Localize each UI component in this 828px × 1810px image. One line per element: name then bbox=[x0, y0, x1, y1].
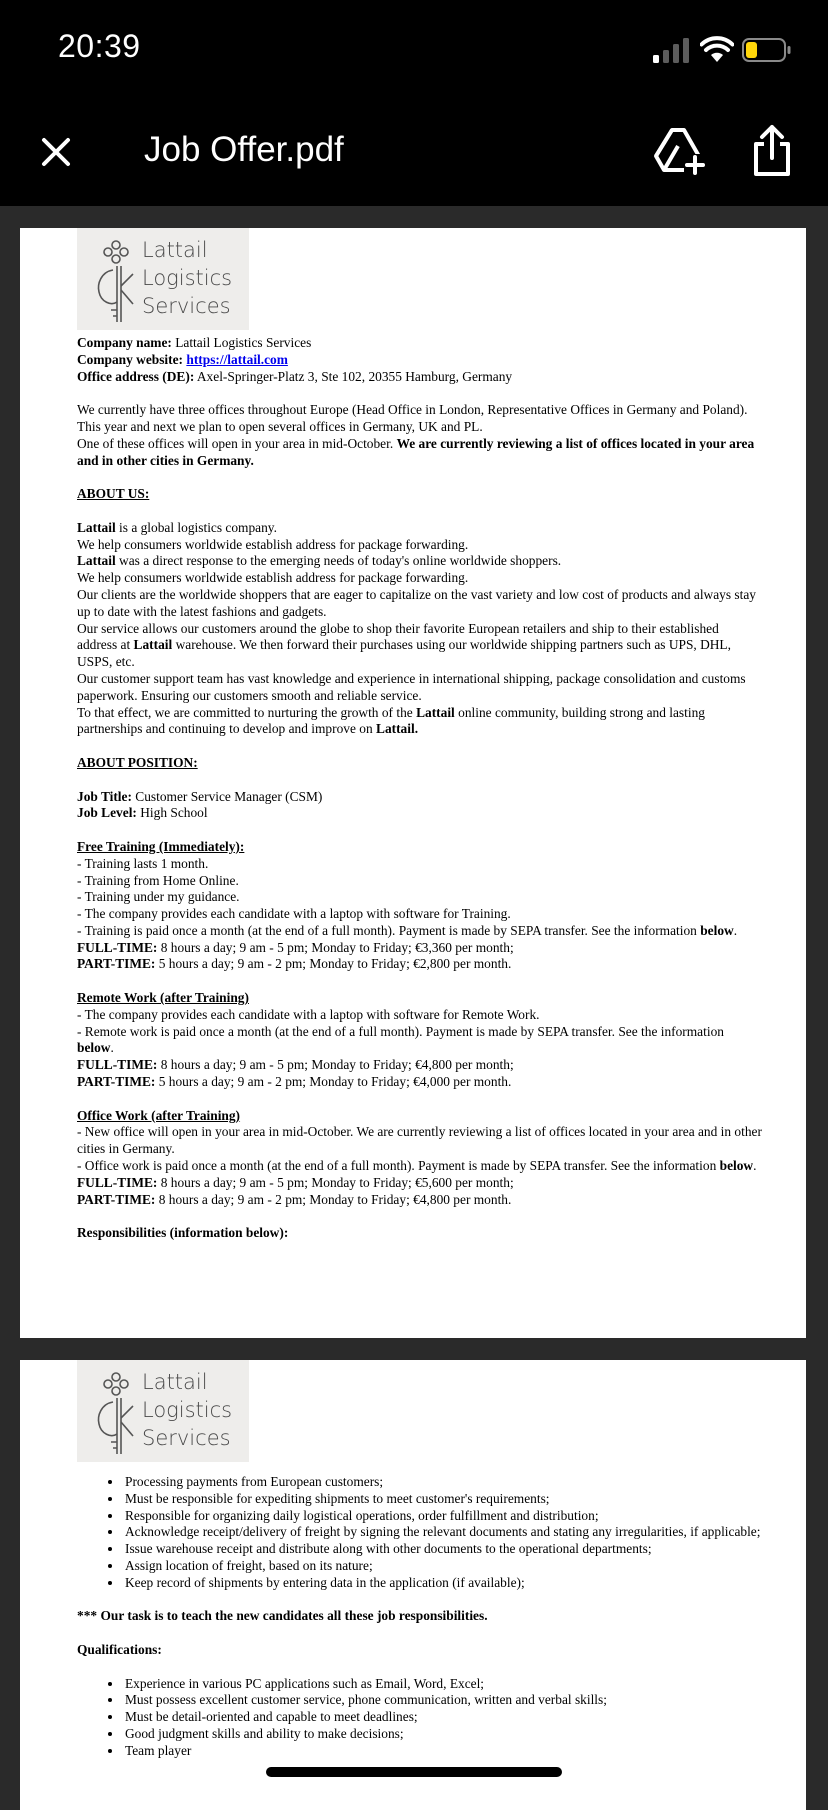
list-item: • Issue warehouse receipt and distribute along with other documents to the operational departments; bbox=[123, 1541, 762, 1558]
office-full-time: FULL-TIME: 8 hours a day; 9 am - 5 pm; Monday to Friday; €5,600 per month; bbox=[77, 1174, 514, 1190]
about-us-line: Lattail is a global logistics company. bbox=[77, 519, 277, 535]
logo-wordmark: Lattail Logistics Services bbox=[142, 238, 233, 318]
office-work-heading: Office Work (after Training) bbox=[77, 1107, 241, 1123]
list-item: • Must be detail-oriented and capable to meet deadlines; bbox=[123, 1709, 762, 1726]
pdf-page-1 bbox=[20, 228, 806, 1338]
company-logo bbox=[77, 1360, 249, 1462]
list-item: • Must be responsible for expediting shipments to meet customer's requirements; bbox=[123, 1491, 762, 1508]
office-address-line: Office address (DE): Axel-Springer-Platz 3, Ste 102, 20355 Hamburg, Germany bbox=[77, 368, 513, 384]
pdf-page-2 bbox=[20, 1360, 806, 1810]
company-website-link[interactable]: https://lattail.com bbox=[186, 351, 288, 367]
about-us-line: To that effect, we are committed to nurturing the growth of the Lattail online community, building strong and lasting partnerships and continuing to develop and improve on Lattail. bbox=[77, 704, 705, 737]
training-part-time: PART-TIME: 5 hours a day; 9 am - 2 pm; Monday to Friday; €2,800 per month. bbox=[77, 956, 512, 972]
list-item: • Keep record of shipments by entering data in the application (if available); bbox=[123, 1575, 762, 1592]
list-item: • Acknowledge receipt/delivery of freight by signing the relevant documents and stating any irregularities, if applicable; bbox=[123, 1524, 762, 1541]
list-item: • Good judgment skills and ability to make decisions; bbox=[123, 1726, 762, 1743]
close-icon[interactable] bbox=[36, 132, 76, 172]
remote-part-time: PART-TIME: 5 hours a day; 9 am - 2 pm; Monday to Friday; €4,000 per month. bbox=[77, 1074, 512, 1090]
about-us-heading: ABOUT US: bbox=[77, 486, 150, 502]
training-item: - Training from Home Online. bbox=[77, 872, 239, 888]
list-item: • Assign location of freight, based on its nature; bbox=[123, 1558, 762, 1575]
office-work-item: - New office will open in your area in mid-October. We are currently reviewing a list of offices located in your area and in other cities in Germany. bbox=[77, 1124, 762, 1157]
pdf-viewer-toolbar bbox=[0, 100, 828, 206]
status-bar bbox=[0, 0, 828, 100]
job-level-line: Job Level: High School bbox=[77, 805, 208, 821]
list-item: • Responsible for organizing daily logistical operations, order fulfillment and distribution; bbox=[123, 1508, 762, 1525]
training-pay-line: - Training is paid once a month (at the end of a full month). Payment is made by SEPA transfer. See the information below. bbox=[77, 922, 738, 938]
about-us-line: Our service allows our customers around the globe to shop their favorite European retailers and ship to their established address at Lattail warehouse. We then forward their purchases using our worldwide shipping partners such as UPS, DHL, USPS, etc. bbox=[77, 620, 731, 670]
list-item: • Must possess excellent customer service, phone communication, written and verbal skills; bbox=[123, 1692, 762, 1709]
about-us-line: Lattail was a direct response to the emerging needs of today's online worldwide shoppers. bbox=[77, 553, 562, 569]
list-item: • Processing payments from European customers; bbox=[123, 1474, 762, 1491]
about-us-line: We help consumers worldwide establish address for package forwarding. bbox=[77, 536, 469, 552]
intro-paragraph: We currently have three offices throughout Europe (Head Office in London, Representative Offices in Germany and Poland). This year and next we plan to open several offices in Germany, UK and PL. bbox=[77, 402, 748, 434]
qualifications-list bbox=[77, 1676, 762, 1760]
share-icon[interactable] bbox=[752, 124, 792, 178]
training-full-time: FULL-TIME: 8 hours a day; 9 am - 5 pm; Monday to Friday; €3,360 per month; bbox=[77, 939, 514, 955]
about-us-line: We help consumers worldwide establish address for package forwarding. bbox=[77, 570, 469, 586]
wifi-icon bbox=[700, 36, 734, 64]
job-title-line: Job Title: Customer Service Manager (CSM) bbox=[77, 788, 323, 804]
logo-emblem-icon bbox=[93, 1368, 139, 1456]
about-position-heading: ABOUT POSITION: bbox=[77, 754, 198, 770]
document-title: Job Offer.pdf bbox=[144, 130, 344, 169]
task-note: *** Our task is to teach the new candidates all these job responsibilities. bbox=[77, 1608, 488, 1624]
list-item: • Team player bbox=[123, 1743, 762, 1760]
qualifications-heading: Qualifications: bbox=[77, 1641, 162, 1657]
home-indicator[interactable] bbox=[266, 1767, 562, 1777]
status-time: 20:39 bbox=[58, 28, 141, 64]
about-us-line: Our clients are the worldwide shoppers that are eager to capitalize on the vast variety and low cost of products and always stay up to date with the latest fashions and gadgets. bbox=[77, 586, 756, 619]
add-to-drive-icon[interactable] bbox=[650, 126, 706, 176]
logo-emblem-icon bbox=[93, 236, 139, 324]
cellular-signal-icon bbox=[652, 38, 690, 64]
training-item: - Training lasts 1 month. bbox=[77, 855, 209, 871]
training-item: - Training under my guidance. bbox=[77, 889, 240, 905]
intro-paragraph-2: One of these offices will open in your area in mid-October. We are currently reviewing a list of offices located in your area and in other cities in Germany. bbox=[77, 435, 755, 468]
training-item: - The company provides each candidate with a laptop with software for Training. bbox=[77, 906, 511, 922]
remote-full-time: FULL-TIME: 8 hours a day; 9 am - 5 pm; Monday to Friday; €4,800 per month; bbox=[77, 1057, 514, 1073]
remote-pay-line: - Remote work is paid once a month (at the end of a full month). Payment is made by SEPA transfer. See the information below. bbox=[77, 1023, 724, 1056]
remote-work-item: - The company provides each candidate with a laptop with software for Remote Work. bbox=[77, 1006, 540, 1022]
responsibilities-list bbox=[77, 1474, 762, 1592]
office-pay-line: - Office work is paid once a month (at the end of a full month). Payment is made by SEPA transfer. See the information below. bbox=[77, 1158, 757, 1174]
office-part-time: PART-TIME: 8 hours a day; 9 am - 2 pm; Monday to Friday; €4,800 per month. bbox=[77, 1191, 512, 1207]
logo-wordmark: Lattail Logistics Services bbox=[142, 1370, 233, 1450]
remote-work-heading: Remote Work (after Training) bbox=[77, 990, 249, 1006]
list-item: • Experience in various PC applications such as Email, Word, Excel; bbox=[123, 1676, 762, 1693]
company-website-line: Company website: https://lattail.com bbox=[77, 351, 288, 367]
battery-low-icon bbox=[742, 38, 792, 62]
about-us-line: Our customer support team has vast knowledge and experience in international shipping, package consolidation and customs paperwork. Ensuring our customers smooth and reliable service. bbox=[77, 670, 746, 703]
company-logo bbox=[77, 228, 249, 330]
responsibilities-heading: Responsibilities (information below): bbox=[77, 1225, 289, 1241]
training-heading: Free Training (Immediately): bbox=[77, 838, 245, 854]
company-name-line: Company name: Lattail Logistics Services bbox=[77, 335, 312, 350]
